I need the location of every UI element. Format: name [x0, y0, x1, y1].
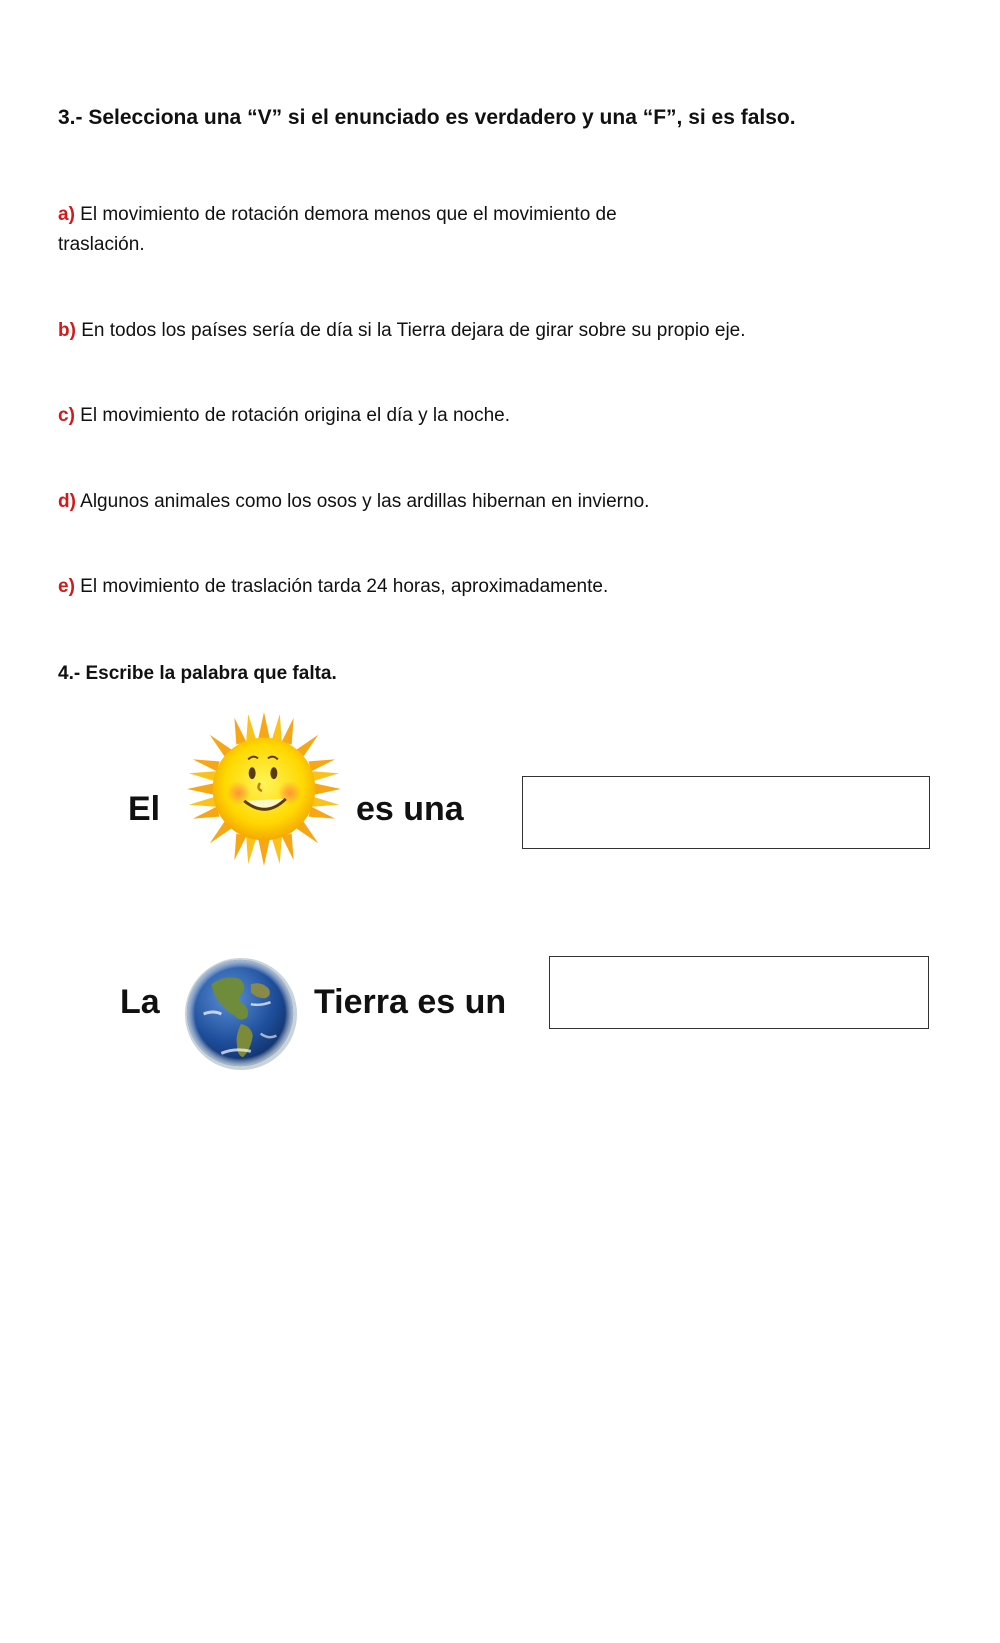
sentence1-after: es una: [356, 790, 464, 828]
earth-icon: [182, 955, 300, 1073]
statement-text: El movimiento de traslación tarda 24 horas, aproximadamente.: [74, 576, 609, 597]
section-4-title: 4.- Escribe la palabra que falta.: [58, 663, 337, 684]
sentence1-before: El: [128, 790, 161, 828]
statement-c[interactable]: [58, 401, 510, 431]
statement-letter: c): [58, 405, 75, 426]
statement-letter: b): [58, 320, 76, 341]
statement-b[interactable]: [58, 316, 746, 346]
sun-icon: [185, 710, 343, 868]
answer-box-earth[interactable]: [549, 956, 929, 1029]
statement-text: Algunos animales como los osos y las ardillas hibernan en invierno.: [75, 491, 650, 512]
statement-e[interactable]: [58, 572, 608, 602]
sentence2-after: Tierra es un: [314, 983, 507, 1021]
sentence2-before: La: [120, 983, 160, 1021]
statement-letter: a): [58, 204, 75, 225]
answer-box-sun[interactable]: [522, 776, 930, 849]
section-3-title: 3.- Selecciona una “V” si el enunciado es verdadero y una “F”, si es falso.: [58, 106, 796, 129]
statement-text: En todos los países sería de día si la Tierra dejara de girar sobre su propio eje.: [75, 320, 746, 341]
statement-letter: d): [58, 491, 76, 512]
statement-d[interactable]: [58, 487, 649, 517]
statement-text: El movimiento de rotación demora menos que el movimiento de traslación.: [58, 204, 617, 255]
statement-letter: e): [58, 576, 75, 597]
statement-text: El movimiento de rotación origina el día y la noche.: [74, 405, 511, 426]
statement-a[interactable]: [58, 200, 678, 260]
